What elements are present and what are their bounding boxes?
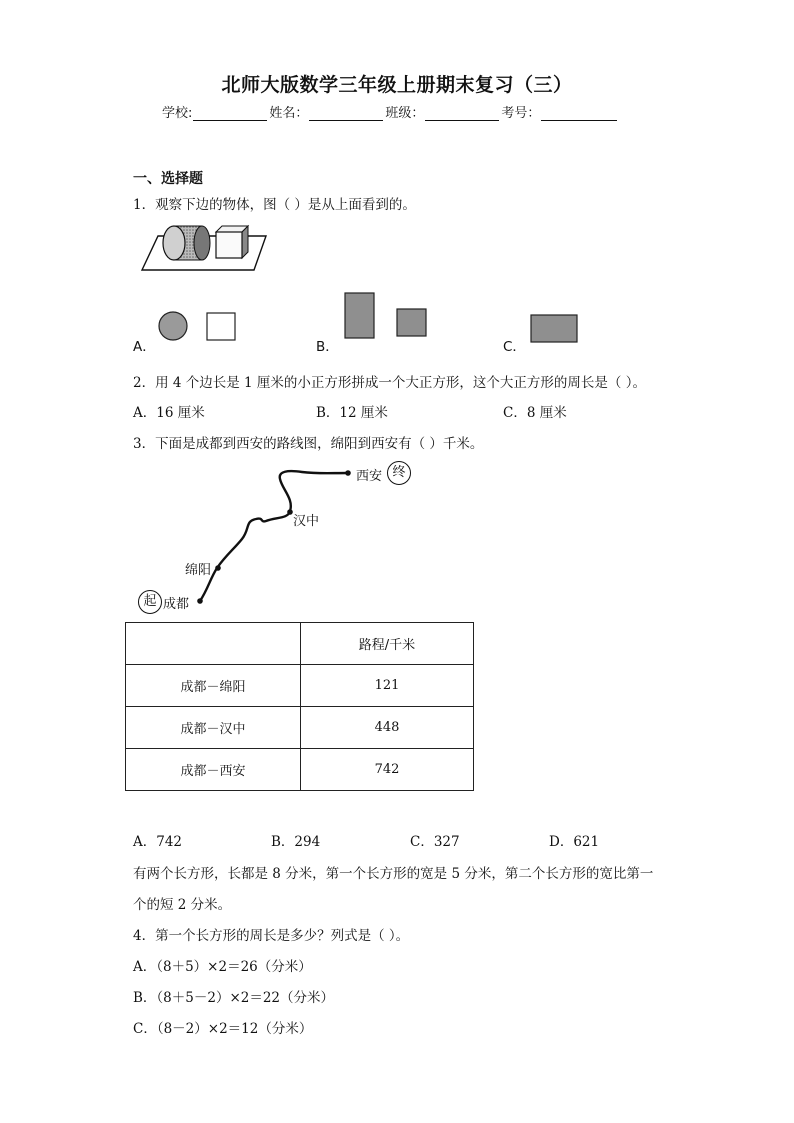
start-marker: 起	[138, 590, 162, 614]
table-row	[126, 665, 474, 707]
school-field[interactable]	[193, 106, 267, 121]
table-header-cell	[126, 623, 301, 665]
table-cell: 448	[301, 707, 474, 749]
hanzhong-dot	[287, 509, 293, 515]
exam-no-label: 考号：	[501, 106, 541, 121]
option-b-figure	[340, 290, 430, 342]
tall-rectangle	[345, 293, 374, 338]
hanzhong-label: 汉中	[293, 514, 320, 529]
q2-option-a[interactable]: A．16 厘米	[133, 405, 205, 421]
q3-option-b[interactable]: B．294	[271, 834, 321, 850]
table-row	[126, 707, 474, 749]
table-header-cell: 路程/千米	[301, 623, 474, 665]
cylinder-back	[194, 226, 210, 260]
table-cell: 成都－西安	[126, 749, 301, 791]
question-3-text: 3．下面是成都到西安的路线图，绵阳到西安有（ ）千米。	[133, 436, 484, 452]
option-a-figure	[158, 310, 240, 344]
name-field[interactable]	[309, 106, 383, 121]
page-title: 北师大版数学三年级上册期末复习（三）	[221, 74, 573, 96]
q3-option-c[interactable]: C．327	[410, 834, 460, 850]
question-1-text: 1．观察下边的物体，图（ ）是从上面看到的。	[133, 197, 416, 213]
q4-option-a[interactable]: A．（8＋5）×2＝26（分米）	[133, 959, 312, 975]
section-title: 一、选择题	[133, 171, 203, 187]
q2-option-c[interactable]: C．8 厘米	[503, 405, 567, 421]
chengdu-label: 成都	[163, 597, 190, 612]
context-line-1: 有两个长方形，长都是 8 分米，第一个长方形的宽是 5 分米，第二个长方形的宽比第一	[133, 866, 654, 882]
table-row	[126, 749, 474, 791]
xian-label: 西安	[356, 469, 383, 484]
square-shape	[207, 313, 235, 340]
table-cell: 742	[301, 749, 474, 791]
circle-shape	[159, 312, 187, 340]
name-label: 姓名：	[269, 106, 309, 121]
chengdu-dot	[197, 598, 203, 604]
cube-side	[242, 226, 248, 258]
wide-rectangle	[531, 315, 577, 342]
q3-option-d[interactable]: D．621	[549, 834, 600, 850]
q4-option-b[interactable]: B．（8＋5－2）×2＝22（分米）	[133, 990, 335, 1006]
cylinder-face	[163, 226, 185, 260]
school-label: 学校:	[162, 106, 193, 121]
question-2-text: 2．用 4 个边长是 1 厘米的小正方形拼成一个大正方形，这个大正方形的周长是（ ）。	[133, 375, 646, 391]
small-square	[397, 309, 426, 336]
table-cell: 成都－汉中	[126, 707, 301, 749]
q4-option-c[interactable]: C．（8－2）×2＝12（分米）	[133, 1021, 313, 1037]
route-map	[130, 455, 430, 615]
mianyang-dot	[215, 565, 221, 571]
context-line-2: 个的短 2 分米。	[133, 897, 232, 913]
xian-dot	[345, 470, 351, 476]
object-picture	[138, 220, 270, 274]
student-info-row	[162, 102, 619, 121]
option-c-figure	[528, 312, 580, 344]
q2-option-b[interactable]: B．12 厘米	[316, 405, 388, 421]
question-4-text: 4．第一个长方形的周长是多少？列式是（ ）。	[133, 928, 410, 944]
end-marker: 终	[387, 461, 411, 485]
mianyang-label: 绵阳	[185, 563, 212, 578]
table-cell: 121	[301, 665, 474, 707]
exam-no-field[interactable]	[541, 106, 617, 121]
table-header-row	[126, 623, 474, 665]
q1-option-a-label[interactable]: A．	[133, 339, 156, 355]
distance-table	[125, 622, 474, 791]
cube-front	[216, 232, 242, 258]
q1-option-c-label[interactable]: C．	[503, 339, 526, 355]
q3-option-a[interactable]: A．742	[133, 834, 183, 850]
table-cell: 成都－绵阳	[126, 665, 301, 707]
class-field[interactable]	[425, 106, 499, 121]
q1-option-b-label[interactable]: B．	[316, 339, 339, 355]
route-line	[200, 471, 348, 601]
class-label: 班级：	[385, 106, 425, 121]
